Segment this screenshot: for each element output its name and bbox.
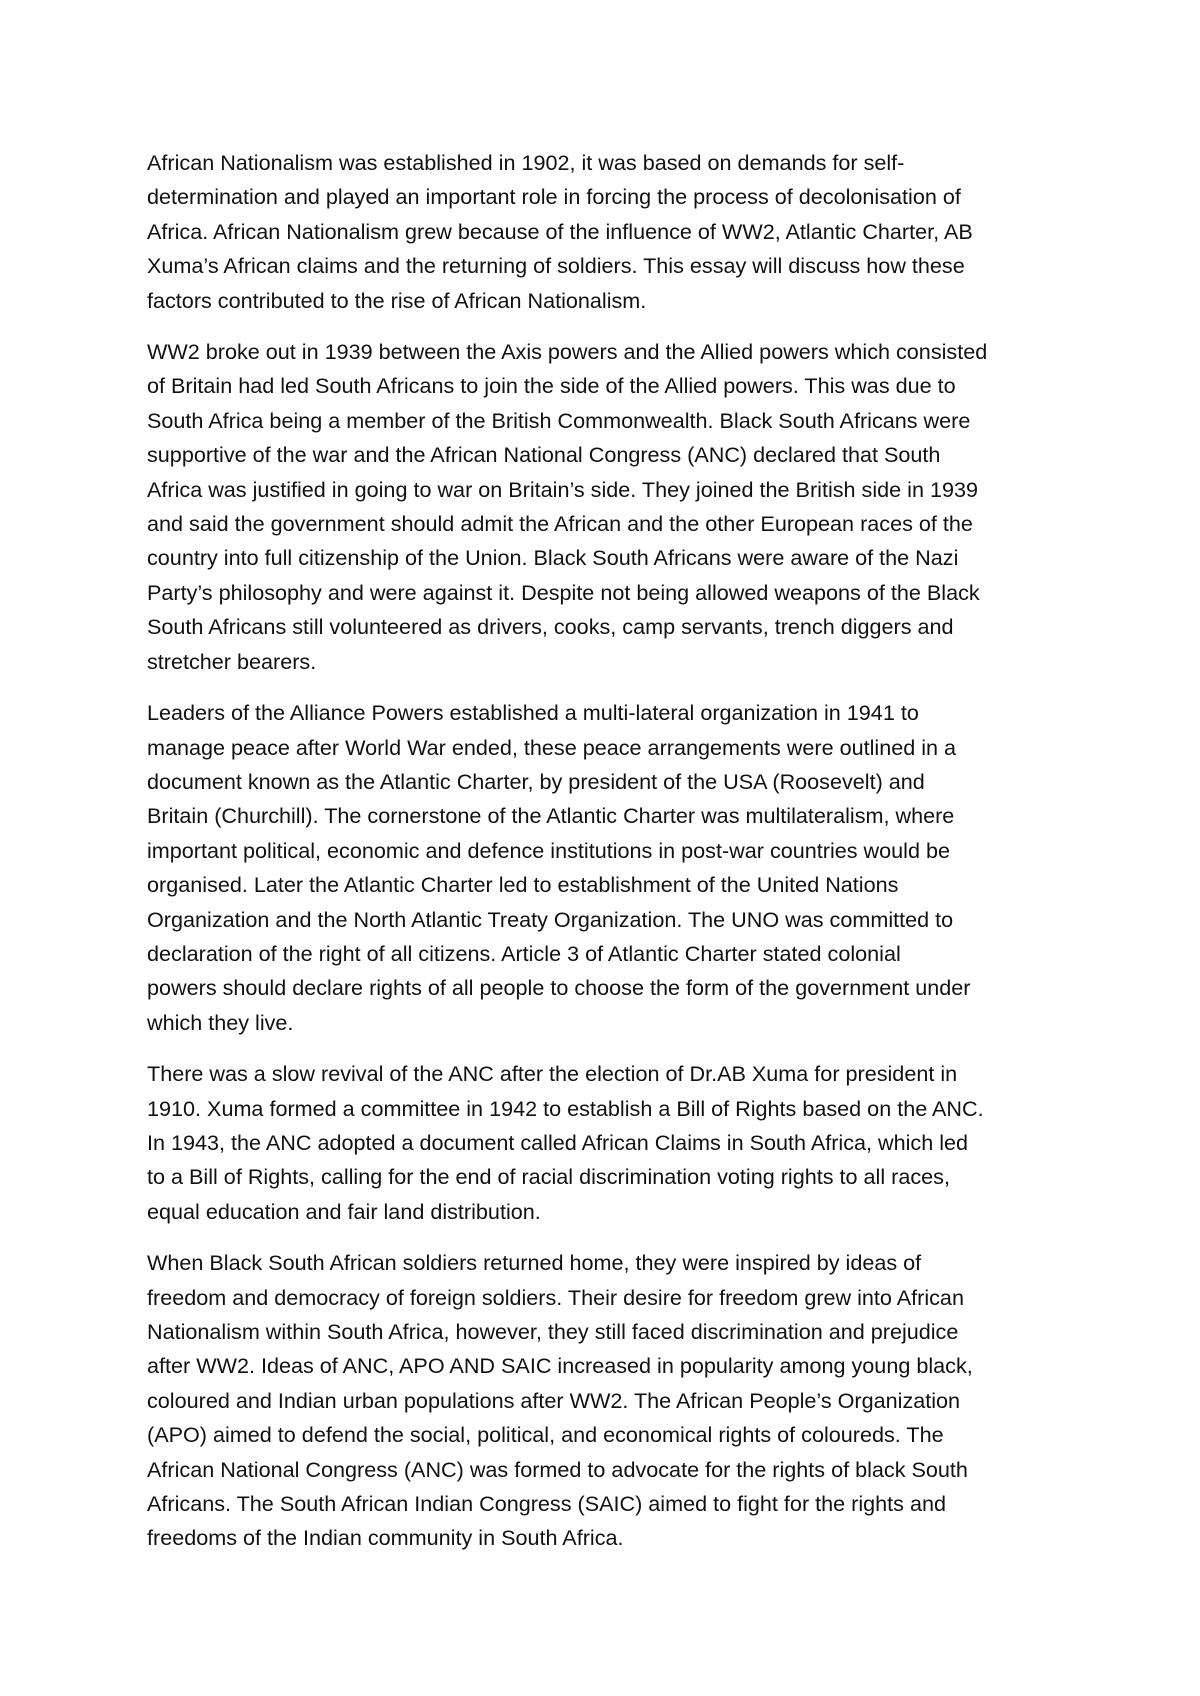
text-line: of Britain had led South Africans to join the side of the Allied powers. This was due to	[147, 373, 956, 399]
paragraph-atlantic-charter	[147, 696, 1063, 1040]
text-line: Africa. African Nationalism grew because of the influence of WW2, Atlantic Charter, AB	[147, 218, 973, 244]
text-line: South Africans still volunteered as drivers, cooks, camp servants, trench diggers and	[147, 614, 954, 640]
text-line: declaration of the right of all citizens. Article 3 of Atlantic Charter stated colonial	[147, 940, 901, 966]
paragraph-xuma-african-claims	[147, 1057, 1063, 1229]
text-line: African Nationalism was established in 1902, it was based on demands for self-	[147, 150, 905, 175]
text-line: Africans. The South African Indian Congress (SAIC) aimed to fight for the rights and	[147, 1491, 946, 1517]
text-line: powers should declare rights of all people to choose the form of the government under	[147, 975, 971, 1001]
text-line: and said the government should admit the African and the other European races of the	[147, 511, 973, 537]
text-line: When Black South African soldiers returned home, they were inspired by ideas of	[147, 1250, 922, 1276]
text-line: Organization and the North Atlantic Treaty Organization. The UNO was committed to	[147, 906, 954, 932]
text-line: Party’s philosophy and were against it. Despite not being allowed weapons of the Black	[147, 579, 980, 605]
text-line: manage peace after World War ended, these peace arrangements were outlined in a	[147, 734, 957, 760]
text-line: stretcher bearers.	[147, 648, 317, 674]
text-line: Britain (Churchill). The cornerstone of the Atlantic Charter was multilateralism, where	[147, 803, 955, 829]
essay-body	[147, 146, 1063, 1573]
text-line: WW2 broke out in 1939 between the Axis powers and the Allied powers which consisted	[147, 339, 988, 365]
text-line: which they live.	[147, 1009, 294, 1035]
text-line: freedoms of the Indian community in South Africa.	[147, 1525, 624, 1551]
text-line: factors contributed to the rise of African Nationalism.	[147, 287, 647, 313]
text-line: freedom and democracy of foreign soldiers. Their desire for freedom grew into African	[147, 1284, 964, 1310]
text-line: African National Congress (ANC) was formed to advocate for the rights of black South	[147, 1456, 968, 1482]
paragraph-returning-soldiers	[147, 1246, 1063, 1556]
text-line: There was a slow revival of the ANC after the election of Dr.AB Xuma for president in	[147, 1061, 958, 1087]
text-line: (APO) aimed to defend the social, political, and economical rights of coloureds. The	[147, 1422, 944, 1448]
text-line: to a Bill of Rights, calling for the end of racial discrimination voting rights to all races,	[147, 1164, 950, 1190]
text-line: Africa was justified in going to war on Britain’s side. They joined the British side in 1939	[147, 476, 979, 502]
text-line: coloured and Indian urban populations after WW2. The African People’s Organization	[147, 1387, 961, 1413]
text-line: document known as the Atlantic Charter, by president of the USA (Roosevelt) and	[147, 768, 925, 794]
text-line: Leaders of the Alliance Powers established a multi-lateral organization in 1941 to	[147, 700, 919, 726]
paragraph-introduction	[147, 146, 1063, 318]
text-line: equal education and fair land distribution.	[147, 1198, 541, 1224]
text-line: country into full citizenship of the Union. Black South Africans were aware of the Nazi	[147, 545, 959, 571]
text-line: determination and played an important role in forcing the process of decolonisation of	[147, 184, 961, 210]
text-line: 1910. Xuma formed a committee in 1942 to establish a Bill of Rights based on the ANC.	[147, 1095, 984, 1121]
text-line: after WW2. Ideas of ANC, APO AND SAIC increased in popularity among young black,	[147, 1353, 973, 1379]
text-line: In 1943, the ANC adopted a document called African Claims in South Africa, which led	[147, 1129, 969, 1155]
text-line: Nationalism within South Africa, however, they still faced discrimination and prejudice	[147, 1319, 959, 1344]
paragraph-ww2	[147, 335, 1063, 679]
text-line: Xuma’s African claims and the returning of soldiers. This essay will discuss how these	[147, 253, 965, 279]
text-line: organised. Later the Atlantic Charter led to establishment of the United Nations	[147, 872, 899, 898]
text-line: South Africa being a member of the British Commonwealth. Black South Africans were	[147, 407, 971, 433]
text-line: supportive of the war and the African National Congress (ANC) declared that South	[147, 442, 941, 468]
text-line: important political, economic and defence institutions in post-war countries would be	[147, 837, 950, 863]
